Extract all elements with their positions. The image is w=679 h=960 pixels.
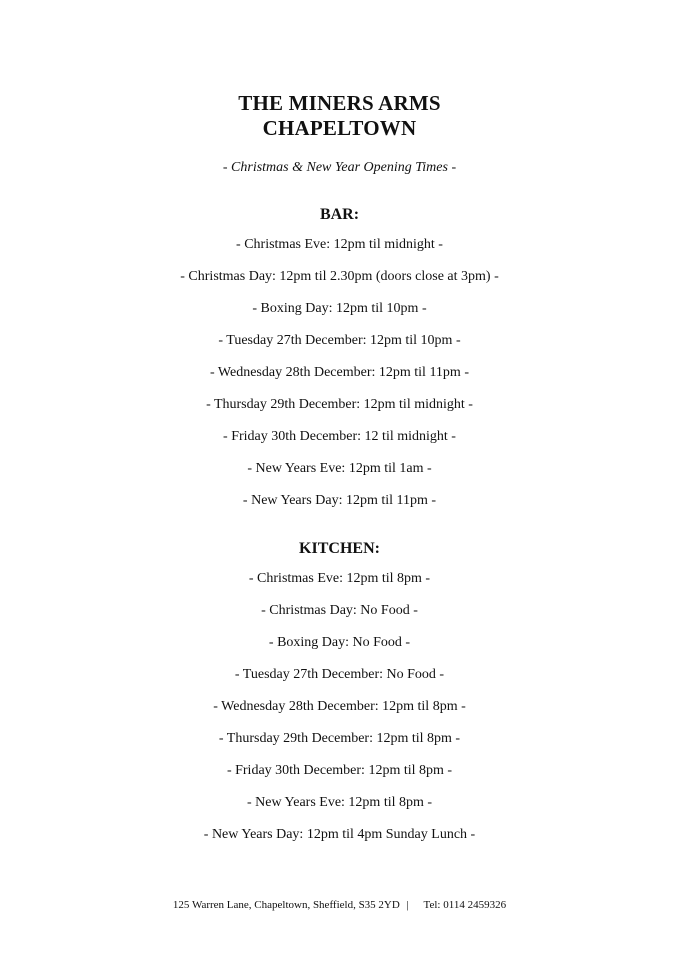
kitchen-hours-item: - Boxing Day: No Food -: [268, 635, 411, 650]
bar-hours-item: - Thursday 29th December: 12pm til midnight -: [206, 397, 473, 412]
pub-location: CHAPELTOWN: [262, 116, 417, 140]
footer-separator: |: [406, 899, 409, 911]
bar-hours-item: - New Years Eve: 12pm til 1am -: [247, 461, 432, 476]
kitchen-hours-item: - Thursday 29th December: 12pm til 8pm -: [218, 731, 461, 746]
kitchen-hours-item: - New Years Eve: 12pm til 8pm -: [246, 795, 433, 810]
kitchen-hours-item: - Tuesday 27th December: No Food -: [234, 667, 445, 682]
bar-hours-item: - Tuesday 27th December: 12pm til 10pm -: [218, 333, 461, 348]
bar-hours-list: [0, 229, 679, 517]
page-subtitle: - Christmas & New Year Opening Times -: [222, 160, 457, 175]
bar-hours-item: - Friday 30th December: 12 til midnight -: [223, 429, 456, 444]
kitchen-hours-list: [0, 563, 679, 851]
bar-heading: BAR:: [319, 206, 360, 223]
kitchen-hours-item: - Christmas Eve: 12pm til 8pm -: [248, 571, 431, 586]
bar-hours-item: - Christmas Day: 12pm til 2.30pm (doors close at 3pm) -: [180, 269, 499, 284]
bar-hours-item: - New Years Day: 12pm til 11pm -: [242, 493, 437, 508]
kitchen-hours-item: - Friday 30th December: 12pm til 8pm -: [226, 763, 453, 778]
bar-hours-item: - Christmas Eve: 12pm til midnight -: [236, 237, 443, 252]
footer: [0, 896, 679, 914]
kitchen-hours-item: - New Years Day: 12pm til 4pm Sunday Lunch -: [203, 827, 476, 842]
pub-name: THE MINERS ARMS: [238, 91, 441, 115]
kitchen-hours-item: - Wednesday 28th December: 12pm til 8pm -: [213, 699, 466, 714]
bar-hours-item: - Boxing Day: 12pm til 10pm -: [252, 301, 427, 316]
footer-address: 125 Warren Lane, Chapeltown, Sheffield, S35 2YD: [172, 899, 400, 911]
kitchen-heading: KITCHEN:: [299, 540, 380, 557]
footer-phone: Tel: 0114 2459326: [423, 899, 507, 911]
kitchen-hours-item: - Christmas Day: No Food -: [261, 603, 418, 618]
page-title: [0, 91, 679, 141]
bar-hours-item: - Wednesday 28th December: 12pm til 11pm -: [210, 365, 469, 380]
